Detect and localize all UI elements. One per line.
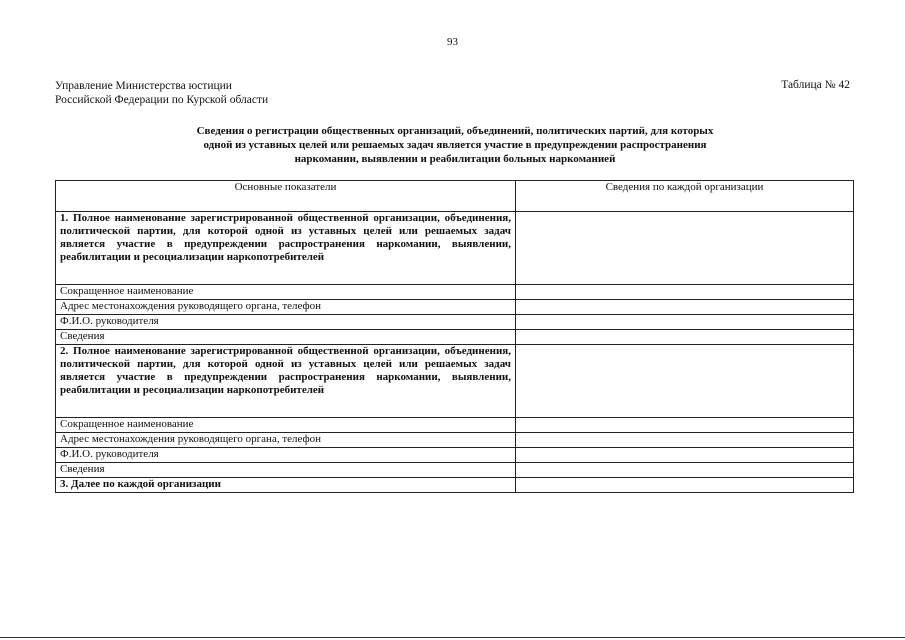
page-bottom-edge [0, 637, 905, 638]
table-number: Таблица № 42 [781, 79, 850, 91]
title-line-1: Сведения о регистрации общественных организаций, объединений, политических партий, для которых [196, 125, 714, 137]
section1-address-value [516, 300, 854, 315]
table-row [56, 330, 854, 345]
section1-full-name-value [516, 212, 854, 285]
table-row [56, 478, 854, 493]
table-row [56, 345, 854, 418]
section1-head: Ф.И.О. руководителя [56, 315, 516, 330]
table-row [56, 315, 854, 330]
section2-info-value [516, 463, 854, 478]
table-header-row [56, 181, 854, 212]
organization-name [55, 79, 268, 107]
section1-address: Адрес местонахождения руководящего органа, телефон [56, 300, 516, 315]
table-row [56, 448, 854, 463]
header-main-indicators: Основные показатели [56, 181, 516, 212]
page-number: 93 [447, 36, 458, 48]
section2-address: Адрес местонахождения руководящего органа, телефон [56, 433, 516, 448]
table-row [56, 285, 854, 300]
section1-info: Сведения [56, 330, 516, 345]
title-line-3: наркомании, выявлении и реабилитации больных наркоманией [294, 153, 616, 165]
section2-head-value [516, 448, 854, 463]
section1-head-value [516, 315, 854, 330]
table-row [56, 418, 854, 433]
section2-address-value [516, 433, 854, 448]
section3-label: 3. Далее по каждой организации [56, 478, 516, 493]
section2-full-name: 2. Полное наименование зарегистрированной общественной организации, объединения, политической партии, для которой одной из уставных целей или решаемых задач является участие в предупреждении распространения наркомании, выявлении, реабилитации и ресоциализации наркопотребителей [56, 345, 516, 418]
section1-full-name: 1. Полное наименование зарегистрированной общественной организации, объединения, политической партии, для которой одной из уставных целей или решаемых задач является участие в предупреждении распространения наркомании, выявлении, реабилитации и ресоциализации наркопотребителей [56, 212, 516, 285]
table-row [56, 433, 854, 448]
title-line-2: одной из уставных целей или решаемых задач является участие в предупреждении распространения [203, 139, 707, 151]
section1-short-name-value [516, 285, 854, 300]
table-row [56, 463, 854, 478]
section2-full-name-value [516, 345, 854, 418]
section2-head: Ф.И.О. руководителя [56, 448, 516, 463]
section2-info: Сведения [56, 463, 516, 478]
section2-short-name-value [516, 418, 854, 433]
table-row [56, 300, 854, 315]
organization-line-1: Управление Министерства юстиции [55, 80, 232, 92]
data-table [55, 180, 854, 493]
section1-info-value [516, 330, 854, 345]
document-title [140, 124, 770, 166]
table-row [56, 212, 854, 285]
section1-short-name: Сокращенное наименование [56, 285, 516, 300]
header-org-info: Сведения по каждой организации [516, 181, 854, 212]
section2-short-name: Сокращенное наименование [56, 418, 516, 433]
organization-line-2: Российской Федерации по Курской области [55, 94, 269, 106]
section3-value [516, 478, 854, 493]
